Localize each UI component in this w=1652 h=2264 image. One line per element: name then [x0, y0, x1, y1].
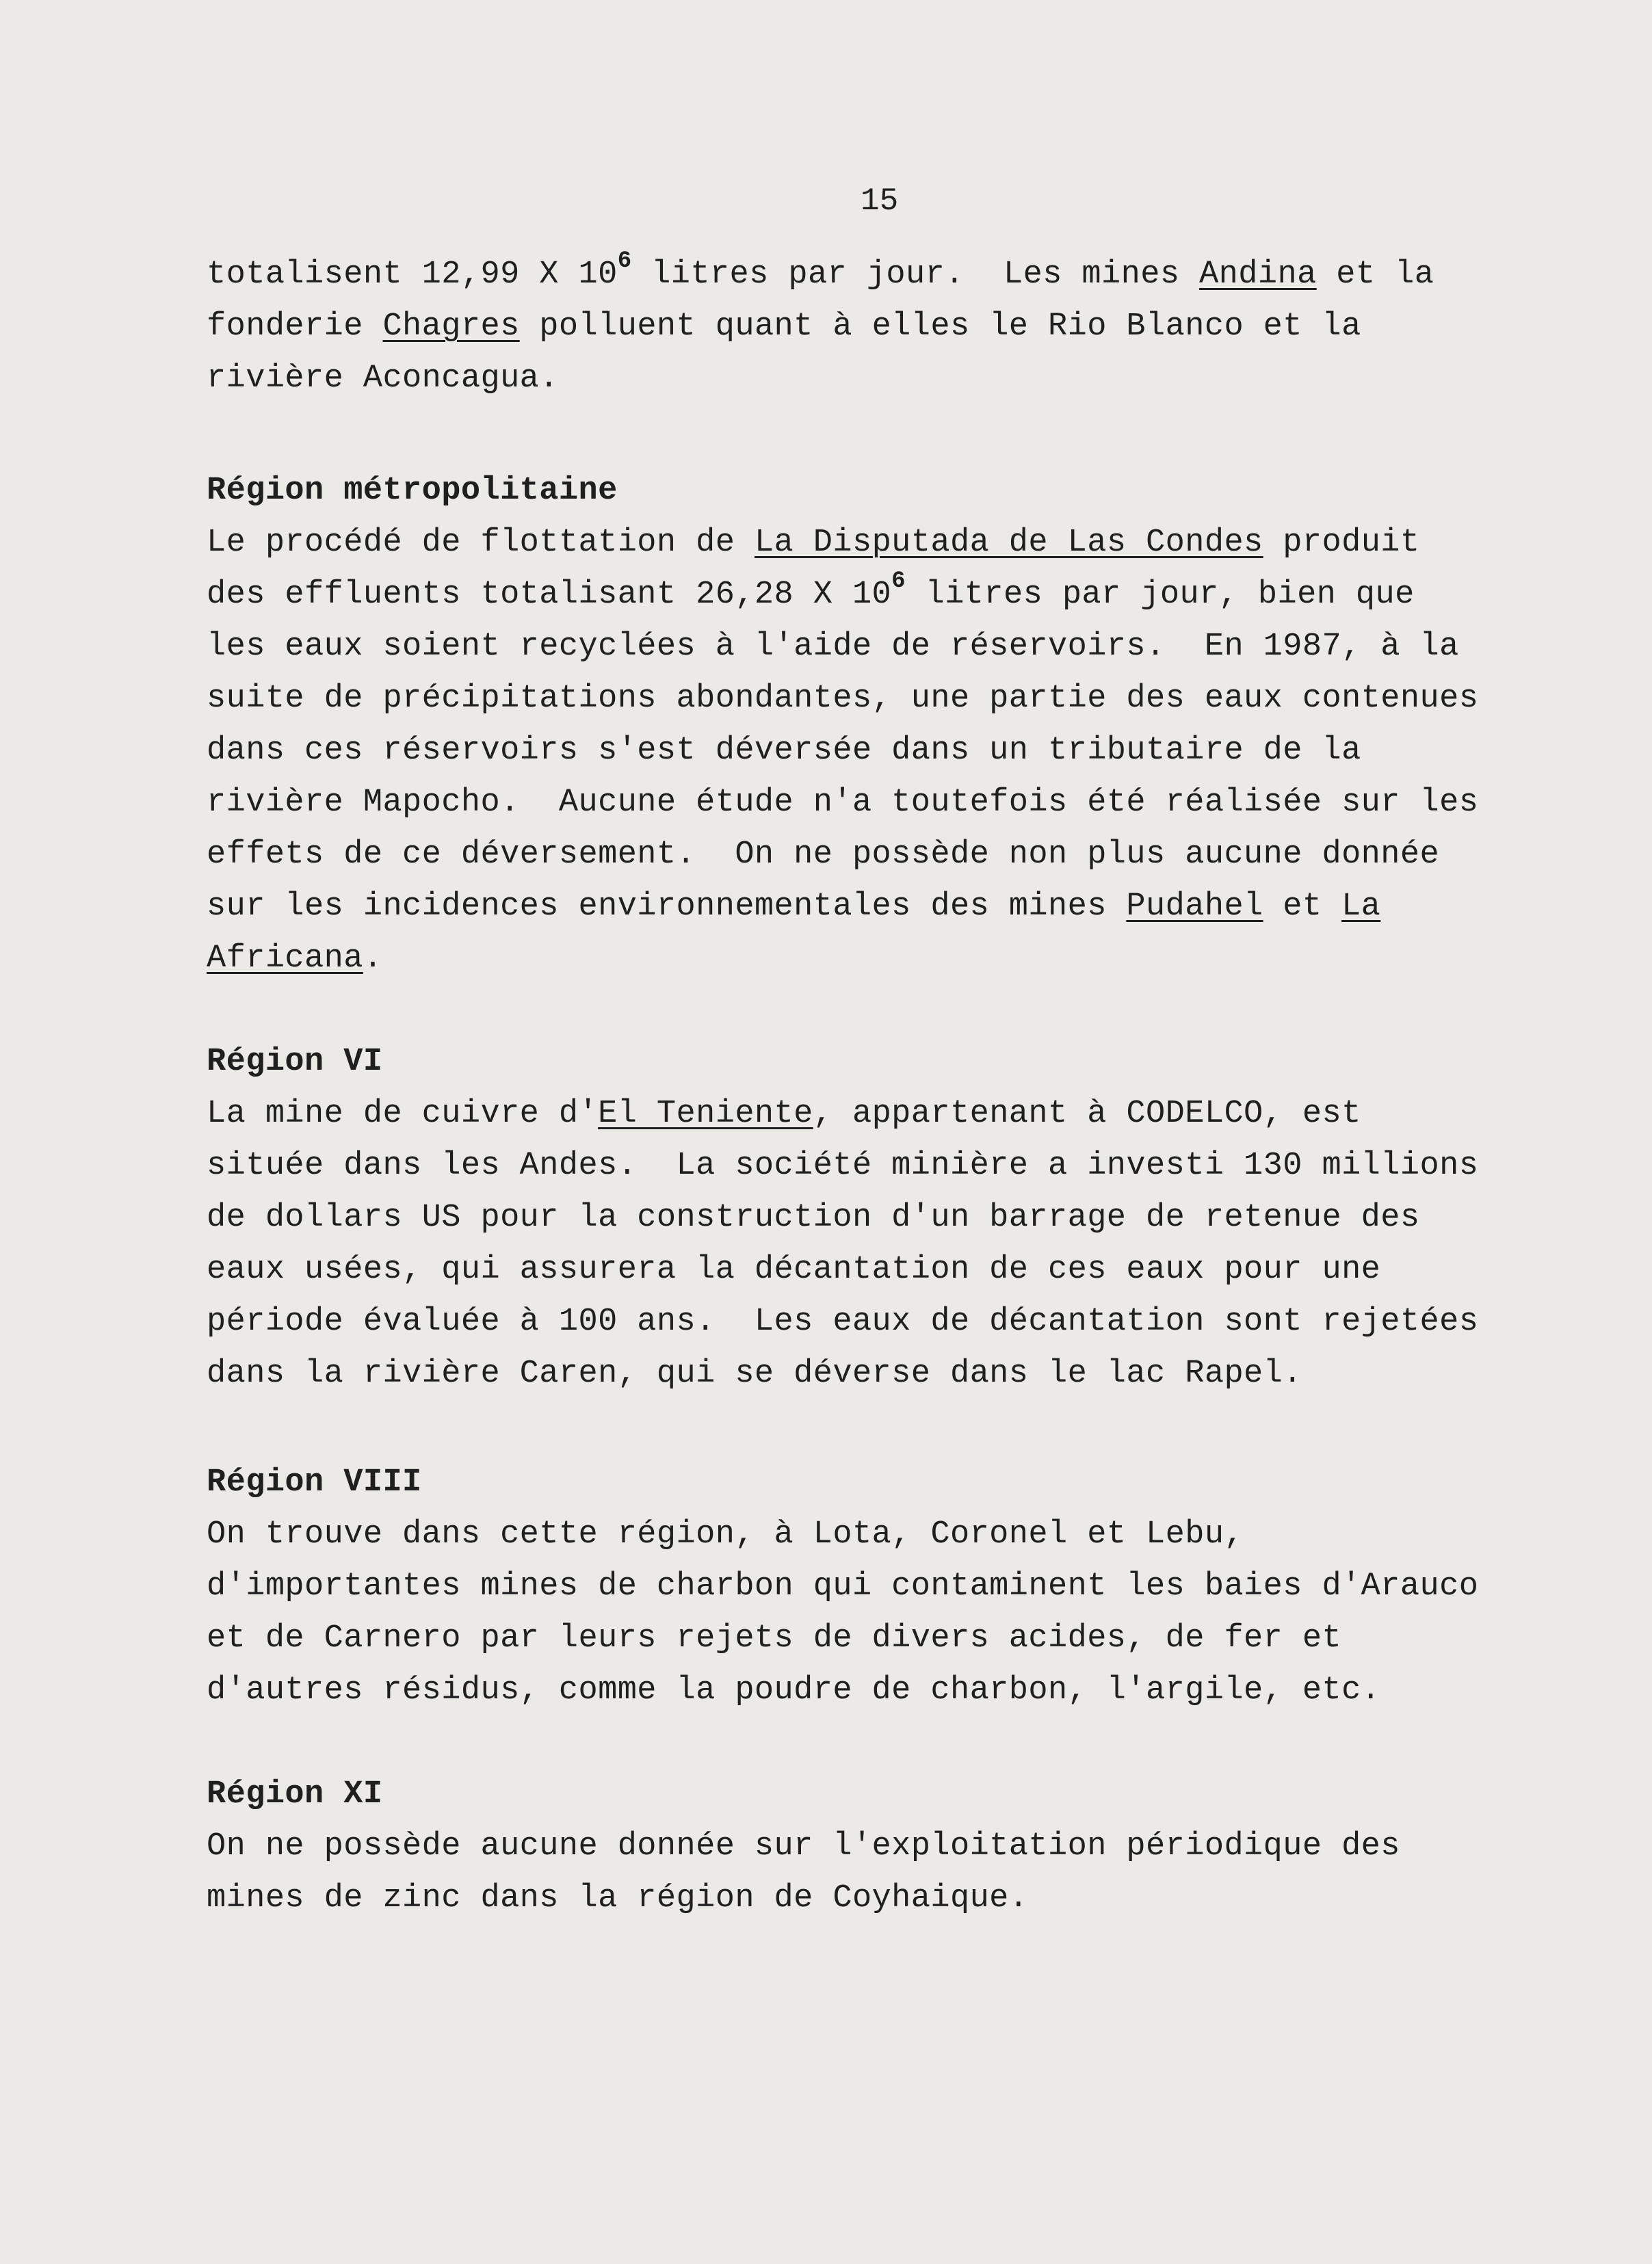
section-region-viii — [207, 1457, 1575, 1717]
text-line — [207, 517, 1575, 569]
text-run: fonderie — [207, 308, 383, 345]
text-run: litres par jour. Les mines — [631, 256, 1200, 293]
text-line: rivière Aconcagua. — [207, 360, 559, 397]
text-line: et de Carnero par leurs rejets de divers acides, de fer et — [207, 1620, 1342, 1657]
text-line — [207, 881, 1575, 933]
section-region-vi — [207, 1036, 1575, 1400]
text-line: eaux usées, qui assurera la décantation de ces eaux pour une — [207, 1252, 1381, 1288]
text-line: les eaux soient recyclées à l'aide de réservoirs. En 1987, à la — [207, 629, 1459, 665]
underlined-mine-name: El Teniente — [598, 1096, 813, 1132]
underlined-mine-name: La — [1341, 889, 1381, 925]
underlined-mine-name: La Disputada de Las Condes — [754, 525, 1263, 561]
text-line — [207, 249, 1575, 301]
text-line: mines de zinc dans la région de Coyhaique. — [207, 1880, 1029, 1917]
underlined-mine-name: Andina — [1199, 256, 1317, 293]
text-run: polluent quant à elles le Rio Blanco et la — [519, 308, 1361, 345]
section-heading: Région XI — [207, 1776, 383, 1813]
text-line: de dollars US pour la construction d'un barrage de retenue des — [207, 1200, 1420, 1236]
text-line: dans ces réservoirs s'est déversée dans un tributaire de la — [207, 733, 1361, 769]
text-line: située dans les Andes. La société minière a investi 130 millions — [207, 1148, 1479, 1184]
text-line: rivière Mapocho. Aucune étude n'a toutefois été réalisée sur les — [207, 785, 1479, 821]
text-run: . — [363, 940, 383, 977]
text-run: produit — [1263, 525, 1420, 561]
text-run: La mine de cuivre d' — [207, 1096, 599, 1132]
section-heading: Région métropolitaine — [207, 473, 618, 509]
text-run: litres par jour, bien que — [905, 577, 1415, 613]
text-line: suite de précipitations abondantes, une partie des eaux contenues — [207, 681, 1479, 717]
underlined-mine-name: Pudahel — [1126, 889, 1263, 925]
section-heading: Région VIII — [207, 1464, 422, 1501]
text-line: On trouve dans cette région, à Lota, Coronel et Lebu, — [207, 1516, 1244, 1553]
text-line: période évaluée à 100 ans. Les eaux de décantation sont rejetées — [207, 1304, 1479, 1340]
section-heading: Région VI — [207, 1044, 383, 1080]
section-region-metropolitaine — [207, 465, 1575, 985]
text-run: , appartenant à CODELCO, est — [813, 1096, 1361, 1132]
page-number: 15 — [861, 183, 899, 219]
text-line — [207, 1088, 1575, 1140]
superscript-exponent: 6 — [891, 568, 906, 595]
text-run: totalisent 12,99 X 10 — [207, 256, 618, 293]
text-line: dans la rivière Caren, qui se déverse dans le lac Rapel. — [207, 1356, 1302, 1392]
underlined-foundry-name: Chagres — [382, 308, 520, 345]
text-line — [207, 301, 1575, 353]
text-run: et — [1263, 889, 1342, 925]
text-run: et la — [1316, 256, 1434, 293]
text-line — [207, 933, 1575, 985]
text-line: d'autres résidus, comme la poudre de charbon, l'argile, etc. — [207, 1672, 1381, 1709]
text-line — [207, 569, 1575, 621]
text-run: sur les incidences environnementales des mines — [207, 889, 1127, 925]
text-line: On ne possède aucune donnée sur l'exploitation périodique des — [207, 1828, 1400, 1865]
text-line: effets de ce déversement. On ne possède non plus aucune donnée — [207, 837, 1440, 873]
section-region-xi — [207, 1769, 1575, 1925]
text-run: des effluents totalisant 26,28 X 10 — [207, 577, 892, 613]
paragraph-continuation — [207, 249, 1575, 405]
text-line: d'importantes mines de charbon qui contaminent les baies d'Arauco — [207, 1568, 1479, 1605]
superscript-exponent: 6 — [617, 248, 632, 275]
text-run: Le procédé de flottation de — [207, 525, 755, 561]
underlined-mine-name: Africana — [207, 940, 363, 977]
